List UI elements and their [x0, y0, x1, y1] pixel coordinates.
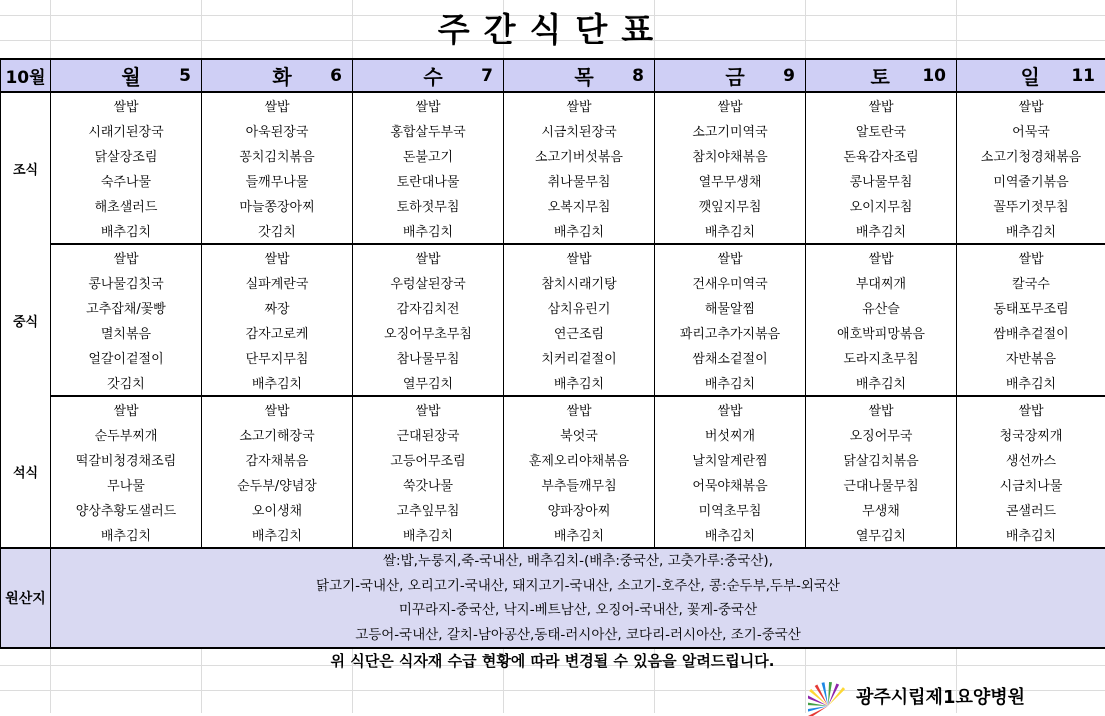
menu-item: 쌀밥 [655, 244, 806, 270]
menu-item: 감자채볶음 [202, 447, 353, 472]
menu-item: 북엇국 [504, 422, 655, 447]
menu-item: 쑥갓나물 [353, 472, 504, 497]
menu-table [0, 58, 1105, 649]
date-label: 10 [922, 66, 946, 86]
origin-row [1, 548, 1105, 648]
menu-item: 쌀밥 [51, 396, 202, 422]
weekday-label: 금 [663, 61, 783, 90]
menu-item: 알토란국 [806, 118, 957, 143]
menu-item: 토하젓무침 [353, 193, 504, 218]
menu-item: 쌀밥 [957, 244, 1105, 270]
menu-item: 애호박피망볶음 [806, 320, 957, 345]
menu-item: 고등어무조림 [353, 447, 504, 472]
menu-item: 부추들깨무침 [504, 472, 655, 497]
day-header [51, 59, 202, 92]
date-label: 6 [330, 66, 342, 86]
menu-item: 고추잎무침 [353, 497, 504, 522]
menu-item: 소고기청경채볶음 [957, 143, 1105, 168]
menu-item: 쌀밥 [806, 92, 957, 118]
menu-item: 무생채 [806, 497, 957, 522]
date-label: 9 [783, 66, 795, 86]
menu-item: 배추김치 [202, 370, 353, 396]
hospital-signature [808, 676, 1098, 716]
menu-item: 쌀밥 [51, 92, 202, 118]
menu-item: 유산슬 [806, 295, 957, 320]
menu-item: 돈육감자조림 [806, 143, 957, 168]
menu-row [1, 218, 1105, 244]
menu-item: 오이지무침 [806, 193, 957, 218]
origin-line: 미꾸라지-중국산, 낙지-베트남산, 오징어-국내산, 꽃게-중국산 [51, 598, 1105, 623]
menu-item: 양상추황도샐러드 [51, 497, 202, 522]
menu-item: 고추잡채/꽃빵 [51, 295, 202, 320]
menu-item: 갓김치 [202, 218, 353, 244]
day-header [504, 59, 655, 92]
menu-item: 열무김치 [806, 522, 957, 548]
menu-item: 연근조림 [504, 320, 655, 345]
menu-item: 단무지무침 [202, 345, 353, 370]
meal-label: 조식 [1, 92, 51, 244]
origin-label: 원산지 [1, 548, 51, 648]
menu-item: 닭살김치볶음 [806, 447, 957, 472]
menu-item: 쌈배추겉절이 [957, 320, 1105, 345]
menu-item: 배추김치 [655, 218, 806, 244]
menu-item: 배추김치 [202, 522, 353, 548]
day-header [957, 59, 1105, 92]
day-header [353, 59, 504, 92]
menu-item: 쌀밥 [504, 396, 655, 422]
weekday-label: 월 [59, 61, 179, 90]
menu-item: 꼴뚜기젓무침 [957, 193, 1105, 218]
menu-item: 시금치나물 [957, 472, 1105, 497]
menu-item: 배추김치 [655, 522, 806, 548]
menu-row [1, 168, 1105, 193]
menu-item: 버섯찌개 [655, 422, 806, 447]
menu-item: 생선까스 [957, 447, 1105, 472]
menu-row [1, 143, 1105, 168]
menu-item: 깻잎지무침 [655, 193, 806, 218]
menu-item: 배추김치 [504, 370, 655, 396]
menu-item: 쌀밥 [655, 92, 806, 118]
menu-item: 쌀밥 [202, 92, 353, 118]
origin-line: 닭고기-국내산, 오리고기-국내산, 돼지고기-국내산, 소고기-호주산, 콩:순두부,두부-외국산 [51, 574, 1105, 599]
menu-item: 시금치된장국 [504, 118, 655, 143]
day-header [655, 59, 806, 92]
menu-item: 아욱된장국 [202, 118, 353, 143]
menu-item: 소고기미역국 [655, 118, 806, 143]
menu-row [1, 193, 1105, 218]
menu-item: 마늘쫑장아찌 [202, 193, 353, 218]
menu-item: 꽈리고추가지볶음 [655, 320, 806, 345]
menu-item: 오복지무침 [504, 193, 655, 218]
menu-item: 오이생채 [202, 497, 353, 522]
menu-item: 오징어무국 [806, 422, 957, 447]
menu-item: 배추김치 [51, 522, 202, 548]
menu-item: 쌀밥 [655, 396, 806, 422]
menu-item: 닭살장조림 [51, 143, 202, 168]
date-label: 11 [1071, 66, 1095, 86]
menu-row [1, 396, 1105, 422]
menu-item: 자반볶음 [957, 345, 1105, 370]
menu-row [1, 370, 1105, 396]
menu-item: 짜장 [202, 295, 353, 320]
menu-item: 오징어무초무침 [353, 320, 504, 345]
meal-label: 중식 [1, 244, 51, 396]
weekday-label: 일 [965, 61, 1071, 90]
menu-item: 감자고로케 [202, 320, 353, 345]
header-row [1, 59, 1105, 92]
menu-item: 근대나물무침 [806, 472, 957, 497]
menu-item: 홍합살두부국 [353, 118, 504, 143]
menu-row [1, 522, 1105, 548]
menu-item: 도라지초무침 [806, 345, 957, 370]
menu-item: 숙주나물 [51, 168, 202, 193]
menu-item: 배추김치 [504, 218, 655, 244]
menu-item: 쌀밥 [957, 396, 1105, 422]
menu-item: 삼치유린기 [504, 295, 655, 320]
menu-row [1, 447, 1105, 472]
menu-item: 소고기해장국 [202, 422, 353, 447]
menu-item: 미역초무침 [655, 497, 806, 522]
menu-item: 해초샐러드 [51, 193, 202, 218]
menu-item: 열무무생채 [655, 168, 806, 193]
menu-item: 칼국수 [957, 270, 1105, 295]
date-label: 7 [481, 66, 493, 86]
menu-item: 돈불고기 [353, 143, 504, 168]
menu-item: 쌀밥 [957, 92, 1105, 118]
day-header [202, 59, 353, 92]
menu-item: 어묵야채볶음 [655, 472, 806, 497]
menu-item: 쌀밥 [202, 396, 353, 422]
menu-item: 배추김치 [957, 522, 1105, 548]
notice-text: 위 식단은 식자재 수급 현황에 따라 변경될 수 있음을 알려드립니다. [0, 650, 1105, 671]
menu-item: 배추김치 [957, 218, 1105, 244]
menu-item: 쌈채소겉절이 [655, 345, 806, 370]
hospital-name: 광주시립제1요양병원 [856, 683, 1025, 709]
weekday-label: 토 [814, 61, 922, 90]
menu-row [1, 118, 1105, 143]
menu-item: 근대된장국 [353, 422, 504, 447]
menu-item: 쌀밥 [51, 244, 202, 270]
menu-item: 멸치볶음 [51, 320, 202, 345]
weekday-label: 화 [210, 61, 330, 90]
starburst-logo-icon [808, 676, 848, 716]
menu-row [1, 497, 1105, 522]
origin-line: 고등어-국내산, 갈치-남아공산,동태-러시아산, 코다리-러시아산, 조기-중국산 [51, 623, 1105, 648]
menu-item: 쌀밥 [353, 92, 504, 118]
menu-item: 참나물무침 [353, 345, 504, 370]
menu-item: 동태포무조림 [957, 295, 1105, 320]
menu-item: 배추김치 [353, 218, 504, 244]
menu-item: 미역줄기볶음 [957, 168, 1105, 193]
menu-item: 순두부/양념장 [202, 472, 353, 497]
menu-item: 떡갈비청경채조림 [51, 447, 202, 472]
menu-item: 콘샐러드 [957, 497, 1105, 522]
menu-item: 배추김치 [957, 370, 1105, 396]
menu-item: 열무김치 [353, 370, 504, 396]
menu-row [1, 320, 1105, 345]
menu-item: 갓김치 [51, 370, 202, 396]
menu-item: 쌀밥 [806, 396, 957, 422]
weekday-label: 수 [361, 61, 481, 90]
weekday-label: 목 [512, 61, 632, 90]
menu-item: 부대찌개 [806, 270, 957, 295]
date-label: 5 [179, 66, 191, 86]
menu-item: 시래기된장국 [51, 118, 202, 143]
menu-item: 배추김치 [51, 218, 202, 244]
menu-item: 얼갈이겉절이 [51, 345, 202, 370]
menu-item: 꽁치김치볶음 [202, 143, 353, 168]
menu-item: 참치시래기탕 [504, 270, 655, 295]
menu-item: 우렁살된장국 [353, 270, 504, 295]
meal-label: 석식 [1, 396, 51, 548]
menu-item: 양파장아찌 [504, 497, 655, 522]
menu-row [1, 92, 1105, 118]
page-title: 주간식단표 [0, 4, 1105, 51]
menu-item: 쌀밥 [353, 244, 504, 270]
menu-item: 토란대나물 [353, 168, 504, 193]
menu-item: 건새우미역국 [655, 270, 806, 295]
menu-item: 배추김치 [806, 218, 957, 244]
menu-row [1, 472, 1105, 497]
menu-item: 쌀밥 [504, 244, 655, 270]
menu-item: 날치알계란찜 [655, 447, 806, 472]
menu-item: 배추김치 [806, 370, 957, 396]
origin-line: 쌀:밥,누룽지,죽-국내산, 배추김치-(배추:중국산, 고춧가루:중국산), [51, 549, 1105, 574]
menu-item: 소고기버섯볶음 [504, 143, 655, 168]
menu-item: 해물알찜 [655, 295, 806, 320]
menu-item: 콩나물무침 [806, 168, 957, 193]
menu-item: 콩나물김칫국 [51, 270, 202, 295]
menu-item: 순두부찌개 [51, 422, 202, 447]
menu-item: 취나물무침 [504, 168, 655, 193]
month-label: 10월 [1, 59, 51, 92]
menu-row [1, 270, 1105, 295]
menu-item: 쌀밥 [202, 244, 353, 270]
menu-item: 배추김치 [353, 522, 504, 548]
menu-item: 쌀밥 [353, 396, 504, 422]
menu-item: 쌀밥 [806, 244, 957, 270]
menu-row [1, 345, 1105, 370]
menu-item: 실파계란국 [202, 270, 353, 295]
menu-item: 무나물 [51, 472, 202, 497]
menu-item: 참치야채볶음 [655, 143, 806, 168]
origin-info [51, 548, 1105, 648]
menu-item: 배추김치 [655, 370, 806, 396]
menu-row [1, 244, 1105, 270]
menu-row [1, 422, 1105, 447]
menu-item: 청국장찌개 [957, 422, 1105, 447]
menu-item: 감자김치전 [353, 295, 504, 320]
menu-item: 배추김치 [504, 522, 655, 548]
menu-item: 훈제오리야채볶음 [504, 447, 655, 472]
date-label: 8 [632, 66, 644, 86]
day-header [806, 59, 957, 92]
menu-item: 어묵국 [957, 118, 1105, 143]
menu-item: 쌀밥 [504, 92, 655, 118]
menu-item: 들깨무나물 [202, 168, 353, 193]
menu-item: 치커리겉절이 [504, 345, 655, 370]
menu-row [1, 295, 1105, 320]
